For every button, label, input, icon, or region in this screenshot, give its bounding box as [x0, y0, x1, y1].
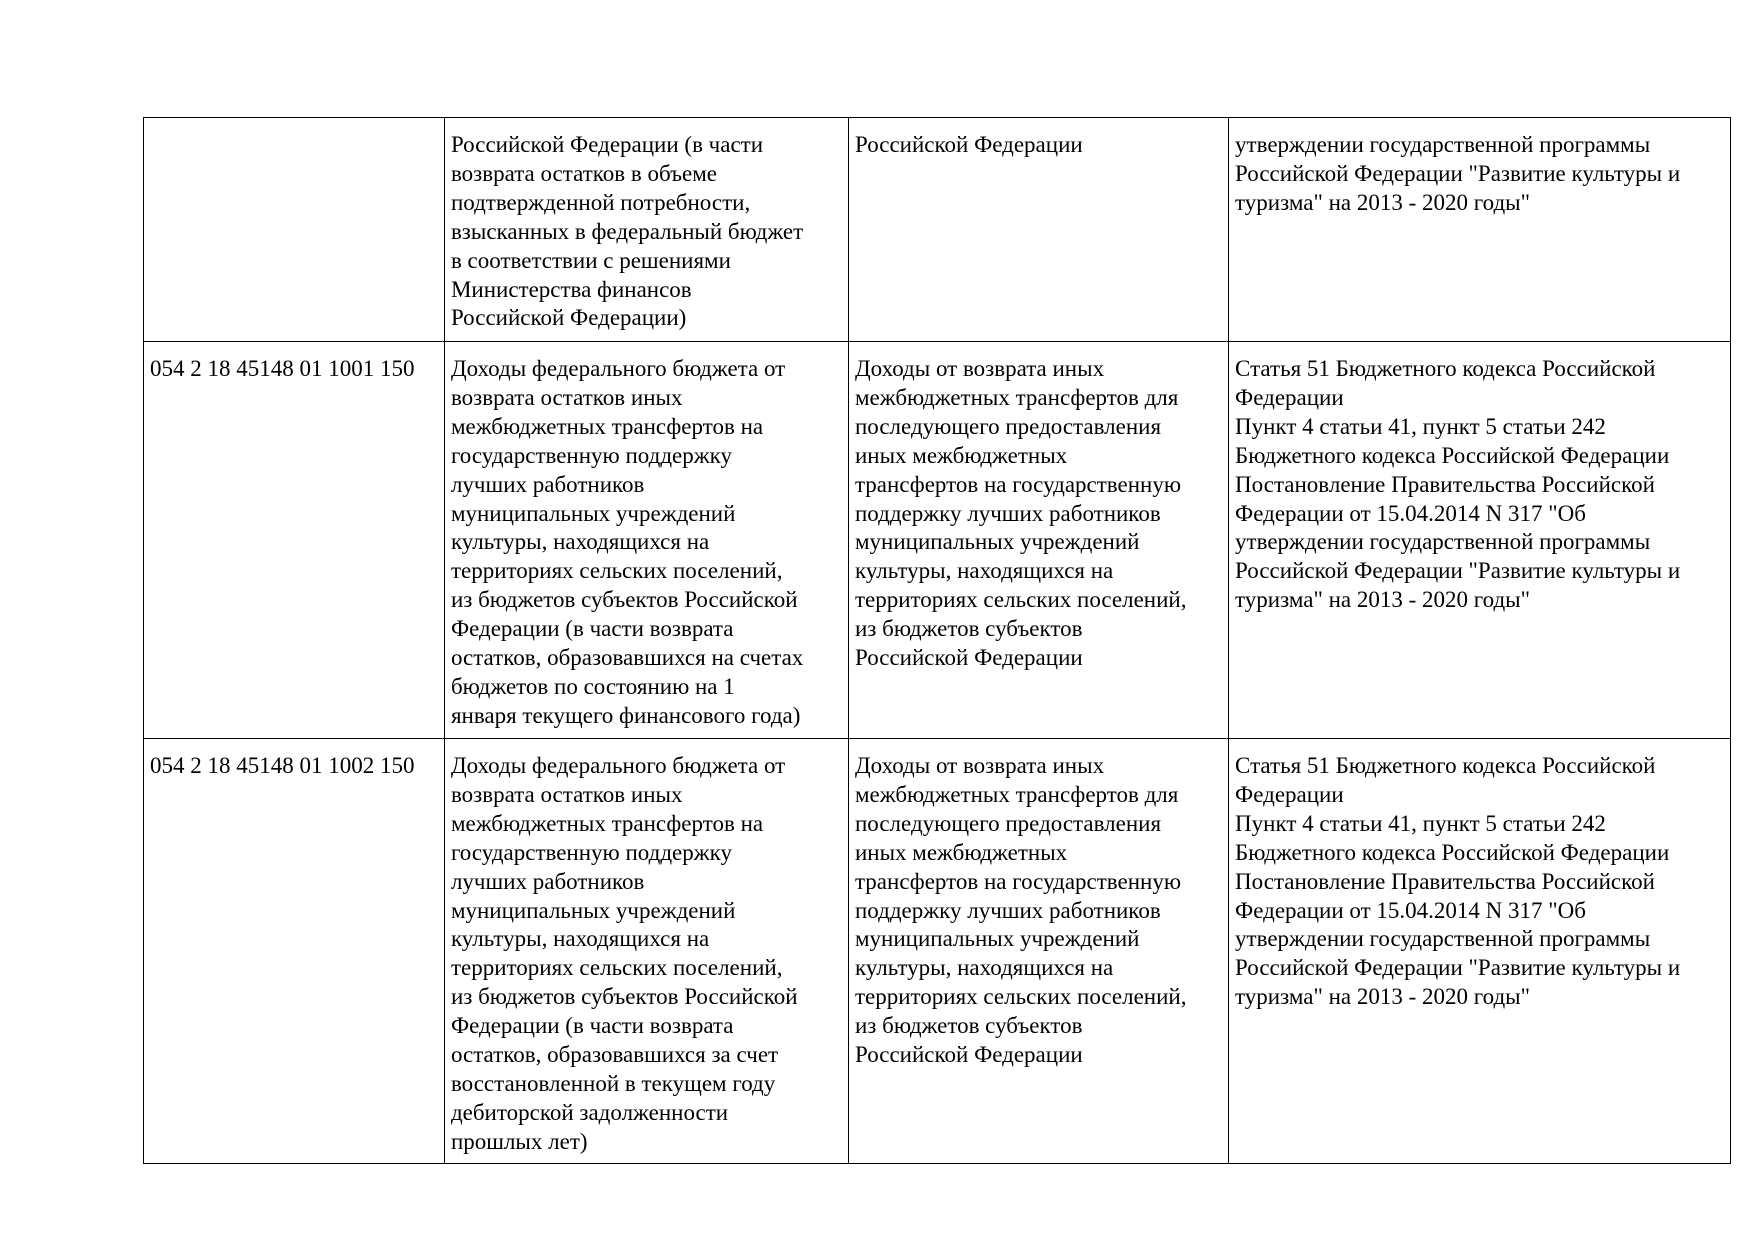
income-name-cell: Доходы федерального бюджета от возврата остатков иных межбюджетных трансфертов на государственную поддержку лучших работников муниципальных учреждений культуры, находящихся на территориях сельских поселений, из бюджетов субъектов Российской Федерации (в части возврата остатков, образовавшихся за счет восстановленной в текущем году дебиторской задолженности прошлых лет): [444, 739, 848, 1164]
income-type-cell: Доходы от возврата иных межбюджетных трансфертов для последующего предоставления иных межбюджетных трансфертов на государственную поддержку лучших работников муниципальных учреждений культуры, находящихся на территориях сельских поселений, из бюджетов субъектов Российской Федерации: [848, 342, 1228, 739]
budget-income-table: [143, 117, 1731, 1164]
legal-basis-cell: Статья 51 Бюджетного кодекса Российской Федерации Пункт 4 статьи 41, пункт 5 статьи 242 Бюджетного кодекса Российской Федерации Постановление Правительства Российской Федерации от 15.04.2014 N 317 "Об утверждении государственной программы Российской Федерации "Развитие культуры и туризма" на 2013 - 2020 годы": [1229, 342, 1731, 739]
legal-basis-cell: Статья 51 Бюджетного кодекса Российской Федерации Пункт 4 статьи 41, пункт 5 статьи 242 Бюджетного кодекса Российской Федерации Постановление Правительства Российской Федерации от 15.04.2014 N 317 "Об утверждении государственной программы Российской Федерации "Развитие культуры и туризма" на 2013 - 2020 годы": [1229, 739, 1731, 1164]
income-code-cell: [144, 118, 445, 342]
income-type-cell: Доходы от возврата иных межбюджетных трансфертов для последующего предоставления иных межбюджетных трансфертов на государственную поддержку лучших работников муниципальных учреждений культуры, находящихся на территориях сельских поселений, из бюджетов субъектов Российской Федерации: [848, 739, 1228, 1164]
table-row: [144, 739, 1731, 1164]
legal-basis-cell: утверждении государственной программы Российской Федерации "Развитие культуры и туризма" на 2013 - 2020 годы": [1229, 118, 1731, 342]
table-row: [144, 342, 1731, 739]
table-row: [144, 118, 1731, 342]
income-code-cell: 054 2 18 45148 01 1002 150: [144, 739, 445, 1164]
income-type-cell: Российской Федерации: [848, 118, 1228, 342]
income-name-cell: Российской Федерации (в части возврата остатков в объеме подтвержденной потребности, взысканных в федеральный бюджет в соответствии с решениями Министерства финансов Российской Федерации): [444, 118, 848, 342]
income-name-cell: Доходы федерального бюджета от возврата остатков иных межбюджетных трансфертов на государственную поддержку лучших работников муниципальных учреждений культуры, находящихся на территориях сельских поселений, из бюджетов субъектов Российской Федерации (в части возврата остатков, образовавшихся на счетах бюджетов по состоянию на 1 января текущего финансового года): [444, 342, 848, 739]
income-code-cell: 054 2 18 45148 01 1001 150: [144, 342, 445, 739]
